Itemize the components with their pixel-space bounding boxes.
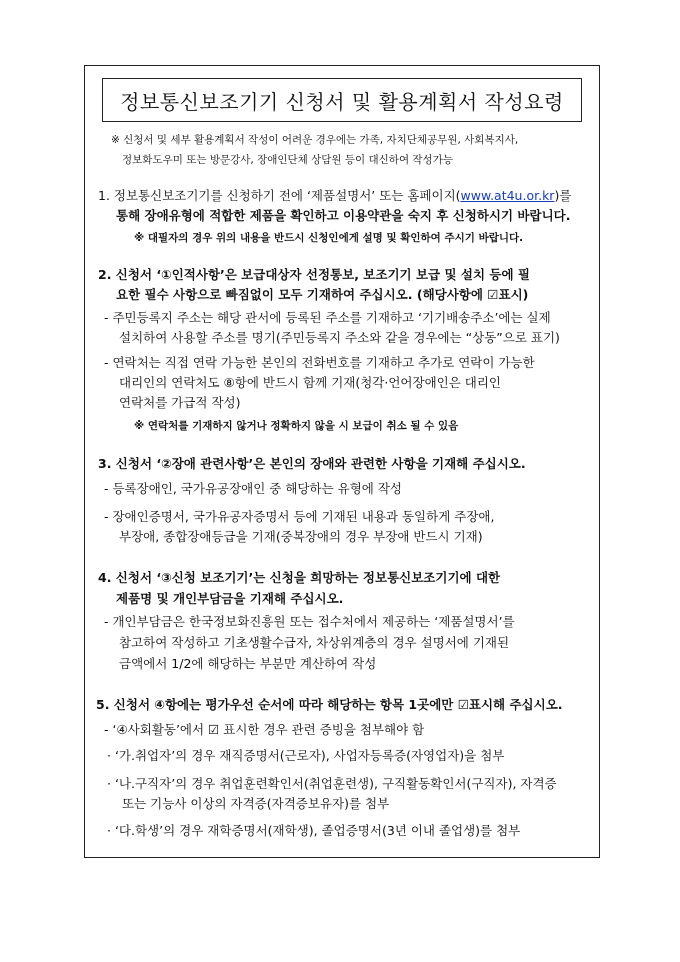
section-2-bullet-1-line-1: - 주민등록지 주소는 해당 관서에 등록된 주소를 기재하고 ‘기기배송주소’에는 실제: [104, 310, 551, 325]
section-5-detail-1: · ‘가.취업자’의 경우 재직증명서(근로자), 사업자등록증(자영업자)을 첨부: [107, 748, 505, 763]
note-line-1: ※ 신청서 및 세부 활용계획서 작성이 어려운 경우에는 가족, 자치단체공무원, 사회복지사,: [111, 134, 519, 146]
section-1-line-2: 통해 장애유형에 적합한 제품을 확인하고 이용약관을 숙지 후 신청하시기 바랍니다.: [116, 208, 571, 223]
section-4-line-1: 4. 신청서 ‘③신청 보조기기’는 신청을 희망하는 정보통신보조기기에 대한: [98, 570, 501, 585]
section-5-detail-2-line-1: · ‘나.구직자’의 경우 취업훈련확인서(취업훈련생), 구직활동확인서(구직자), 자격증: [107, 776, 557, 791]
note-line-2: 정보화도우미 또는 방문강사, 장애인단체 상담원 등이 대신하여 작성가능: [122, 154, 453, 166]
section-3-bullet-2-line-2: 부장애, 종합장애등급을 기재(중복장애의 경우 부장애 반드시 기재): [119, 529, 483, 544]
section-5-line-1: 5. 신청서 ④항에는 평가우선 순서에 따라 해당하는 항목 1곳에만 ☑표시해 주십시오.: [96, 697, 563, 712]
section-3-bullet-2-line-1: - 장애인증명서, 국가유공자증명서 등에 기재된 내용과 동일하게 주장애,: [104, 509, 495, 524]
section-1-line-1-text: 1. 정보통신보조기기를 신청하기 전에 ‘제품설명서’ 또는 홈페이지(: [98, 188, 461, 203]
section-2-bullet-1-line-2: 설치하여 사용할 주소를 명기(주민등록지 주소와 같을 경우에는 “상동”으로 표기): [119, 330, 560, 345]
section-4-bullet-1-line-2: 참고하여 작성하고 기초생활수급자, 차상위계층의 경우 설명서에 기재된: [119, 635, 510, 650]
section-1-line-1: [98, 188, 571, 204]
title-box: [102, 78, 582, 122]
section-2-line-2: 요한 필수 사항으로 빠짐없이 모두 기재하여 주십시오. (해당사항에 ☑표시): [116, 287, 529, 302]
section-3-bullet-1: - 등록장애인, 국가유공장애인 중 해당하는 유형에 작성: [104, 481, 402, 496]
section-2-bullet-2-line-2: 대리인의 연락처도 ⑧항에 반드시 함께 기재(청각·언어장애인은 대리인: [119, 375, 501, 390]
section-1-note: ※ 대필자의 경우 위의 내용을 반드시 신청인에게 설명 및 확인하여 주시기 바랍니다.: [134, 232, 524, 244]
section-2-bullet-2-line-3: 연락처를 가급적 작성): [119, 395, 241, 410]
homepage-link[interactable]: www.at4u.or.kr: [460, 188, 555, 203]
section-5-detail-2-line-2: 또는 기능사 이상의 자격증(자격증보유자)를 첨부: [122, 796, 390, 811]
section-4-line-2: 제품명 및 개인부담금을 기재해 주십시오.: [116, 591, 344, 606]
section-3-line-1: 3. 신청서 ‘②장애 관련사항’은 본인의 장애와 관련한 사항을 기재해 주십시오.: [98, 456, 526, 471]
document-title: 정보통신보조기기 신청서 및 활용계획서 작성요령: [120, 89, 564, 114]
section-4-bullet-1-line-1: - 개인부담금은 한국정보화진흥원 또는 접수처에서 제공하는 ‘제품설명서’를: [104, 614, 515, 629]
section-1-line-1-end: )를: [554, 188, 572, 203]
section-2-bullet-2-line-1: - 연락처는 직접 연락 가능한 본인의 전화번호를 기재하고 추가로 연락이 가능한: [104, 355, 535, 370]
section-2-note: ※ 연락처를 기재하지 않거나 정확하지 않을 시 보급이 취소 될 수 있음: [134, 420, 459, 432]
section-2-line-1: 2. 신청서 ‘①인적사항’은 보급대상자 선정통보, 보조기기 보급 및 설치 등에 필: [98, 267, 530, 282]
section-5-bullet-1: - ‘④사회활동’에서 ☑ 표시한 경우 관련 증빙을 첨부해야 함: [104, 722, 425, 737]
section-4-bullet-1-line-3: 금액에서 1/2에 해당하는 부분만 계산하여 작성: [119, 656, 377, 671]
section-5-detail-3: · ‘다.학생’의 경우 재학증명서(재학생), 졸업증명서(3년 이내 졸업생)를 첨부: [107, 823, 521, 838]
